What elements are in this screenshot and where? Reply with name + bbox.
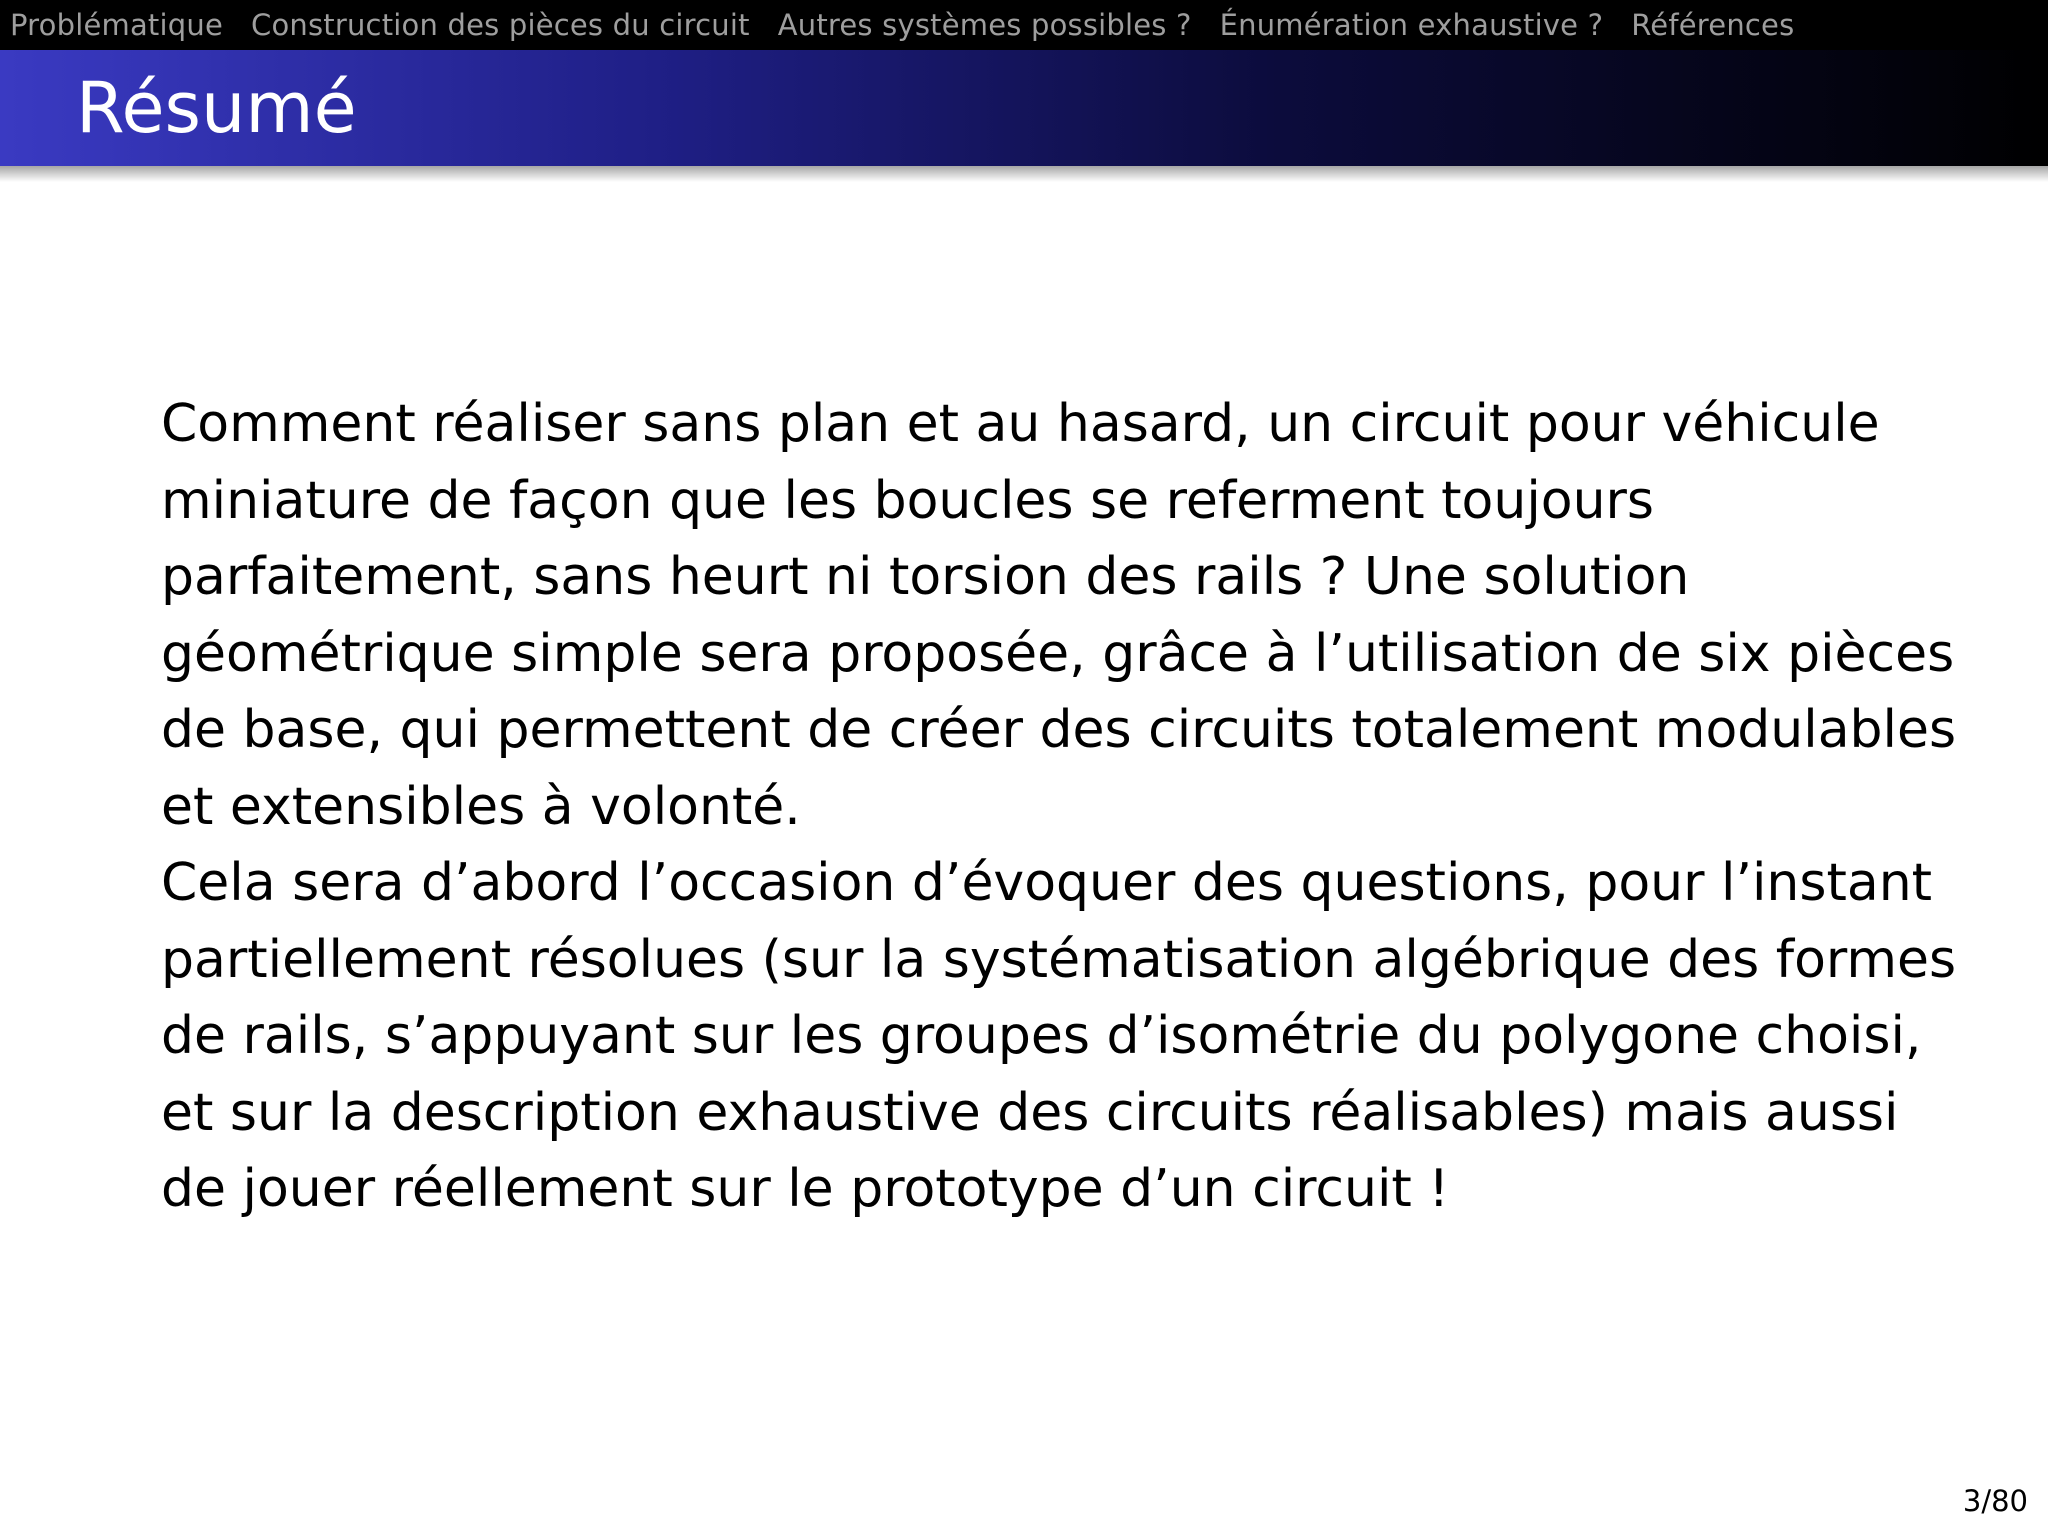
abstract-line: géométrique simple sera proposée, grâce à l’utilisation de six pièces — [161, 623, 1955, 684]
abstract-text — [161, 386, 1981, 1228]
nav-item-construction[interactable]: Construction des pièces du circuit — [251, 8, 750, 42]
abstract-line: de base, qui permettent de créer des circuits totalement modulables — [161, 700, 1957, 760]
abstract-line: partiellement résolues (sur la systématisation algébrique des formes — [161, 929, 1957, 990]
nav-item-enumeration[interactable]: Énumération exhaustive ? — [1219, 8, 1604, 42]
nav-item-references[interactable]: Références — [1631, 8, 1795, 42]
title-bar-shadow — [0, 166, 2048, 182]
abstract-line: de jouer réellement sur le prototype d’un circuit ! — [161, 1159, 1450, 1219]
abstract-line: et sur la description exhaustive des circuits réalisables) mais aussi — [161, 1082, 1899, 1143]
abstract-line: parfaitement, sans heurt ni torsion des rails ? Une solution — [161, 547, 1690, 607]
nav-item-problematique[interactable]: Problématique — [10, 8, 223, 42]
abstract-line: miniature de façon que les boucles se referment toujours — [161, 470, 1655, 531]
slide-title: Résumé — [76, 67, 357, 149]
abstract-line: Cela sera d’abord l’occasion d’évoquer des questions, pour l’instant — [161, 853, 1933, 913]
page-number: 3/80 — [1962, 1484, 2028, 1518]
abstract-line: et extensibles à volonté. — [161, 776, 801, 837]
section-navigation-bar — [0, 0, 2048, 50]
abstract-line: Comment réaliser sans plan et au hasard, un circuit pour véhicule — [161, 394, 1880, 454]
abstract-line: de rails, s’appuyant sur les groupes d’isométrie du polygone choisi, — [161, 1006, 1922, 1066]
nav-item-autres-systemes[interactable]: Autres systèmes possibles ? — [777, 8, 1192, 42]
